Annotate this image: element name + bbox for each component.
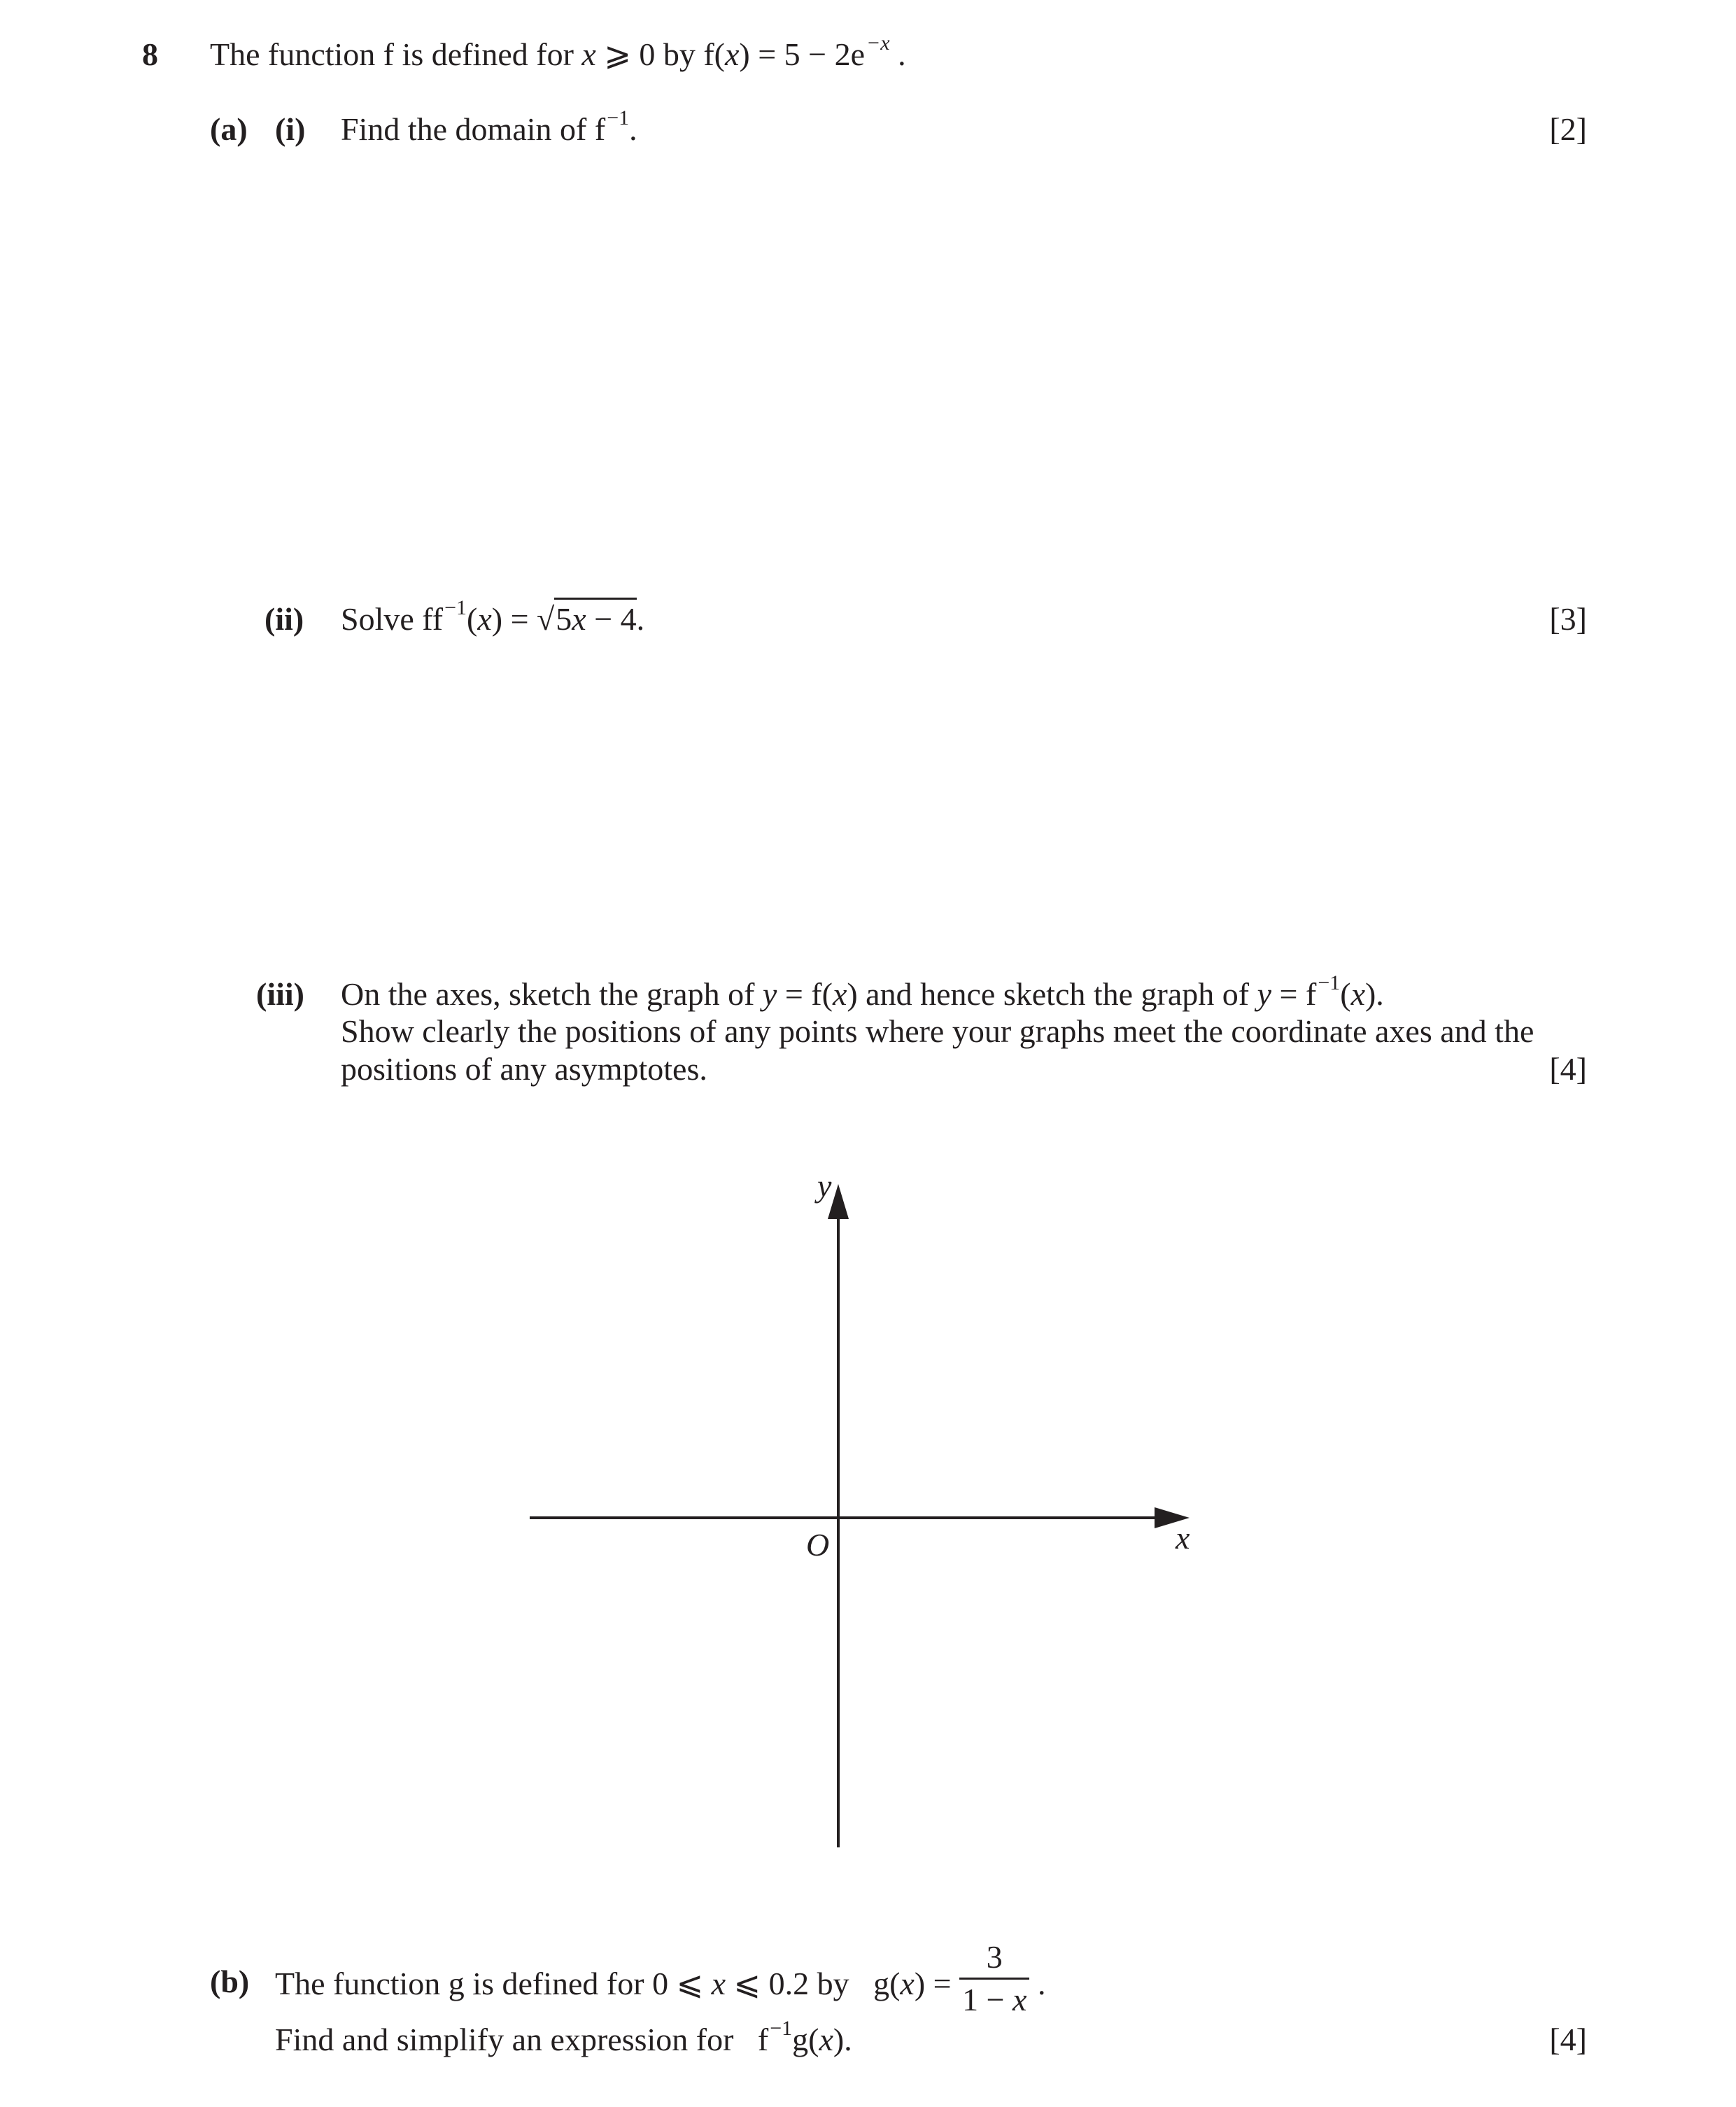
radicand-coefficient: 5 xyxy=(556,601,572,637)
inverse-superscript: −1 xyxy=(770,2017,793,2040)
part-a-ii-arg-close: ) = xyxy=(491,601,537,637)
variable-x: x xyxy=(819,2022,833,2057)
fraction-denominator xyxy=(959,1978,1029,2016)
intro-end: . xyxy=(889,36,906,72)
intro-condition: ⩾ 0 by f( xyxy=(595,36,725,72)
variable-x: x xyxy=(711,1966,726,2001)
part-a-i-end: . xyxy=(629,111,637,147)
part-a-iii-text-d: = f xyxy=(1271,976,1317,1012)
part-a-iii-text-f: ). xyxy=(1364,976,1384,1012)
part-b-line-2 xyxy=(275,2017,852,2057)
variable-x: x xyxy=(1350,976,1365,1012)
part-b-text-b: ⩽ 0.2 by g( xyxy=(726,1966,901,2001)
intro-prefix: The function f is defined for xyxy=(210,36,582,72)
part-a-ii-marks: [3] xyxy=(1549,601,1587,637)
part-b-line-2-end: ). xyxy=(833,2022,852,2057)
denominator-constant: 1 − xyxy=(962,1981,1013,2017)
part-a-iii-text-a: On the axes, sketch the graph of xyxy=(341,976,763,1012)
part-b-label: (b) xyxy=(210,1964,250,1999)
variable-y: y xyxy=(762,976,777,1012)
part-a-iii-marks: [4] xyxy=(1549,1051,1587,1087)
denominator-variable: x xyxy=(1012,1981,1027,2017)
radical-sign: √ xyxy=(537,601,555,637)
radicand-constant: − 4 xyxy=(586,601,637,637)
origin-label: O xyxy=(806,1527,830,1563)
part-a-ii-variable: x xyxy=(477,601,492,637)
question-number: 8 xyxy=(142,36,158,72)
part-b-line-1-end: . xyxy=(1029,1966,1046,2001)
part-a-iii-text-e: ( xyxy=(1340,976,1351,1012)
part-a-iii-line-3: positions of any asymptotes. xyxy=(341,1051,707,1087)
part-a-i-label: (i) xyxy=(275,111,306,147)
part-a-ii-prompt: Solve ff xyxy=(341,601,444,637)
part-a-i-prompt: Find the domain of f xyxy=(341,111,606,147)
part-a-iii-label: (iii) xyxy=(256,976,304,1012)
part-b-line-1 xyxy=(275,1938,1046,2022)
radicand-variable: x xyxy=(572,601,586,637)
part-a-ii-end: . xyxy=(636,601,645,637)
variable-y: y xyxy=(1257,976,1272,1012)
part-a-ii-label: (ii) xyxy=(264,601,304,637)
part-a-i-marks: [2] xyxy=(1549,111,1587,147)
part-a-label: (a) xyxy=(210,111,248,147)
y-axis-label: y xyxy=(817,1168,832,1204)
intro-variable: x xyxy=(581,36,596,72)
variable-x: x xyxy=(900,1966,915,2001)
fraction-numerator: 3 xyxy=(986,1938,1003,1975)
intro-expression: ) = 5 − 2e xyxy=(739,36,866,72)
inverse-superscript: −1 xyxy=(607,106,630,129)
x-axis-label: x xyxy=(1176,1520,1190,1556)
part-b-text-g: g( xyxy=(792,2022,819,2057)
intro-exponent: −x xyxy=(866,31,890,55)
variable-x: x xyxy=(832,976,847,1012)
part-a-ii-arg-open: ( xyxy=(467,601,478,637)
part-b-prompt: Find and simplify an expression for f xyxy=(275,2022,769,2057)
part-b-text-a: The function g is defined for 0 ⩽ xyxy=(275,1966,712,2001)
part-b-marks: [4] xyxy=(1549,2022,1587,2057)
inverse-superscript: −1 xyxy=(444,596,467,619)
part-a-iii-line-2: Show clearly the positions of any points where your graphs meet the coordinate axes and the xyxy=(341,1013,1534,1049)
part-a-iii-text-b: = f( xyxy=(777,976,833,1012)
inverse-superscript: −1 xyxy=(1318,971,1341,994)
part-b-text-c: ) = xyxy=(914,1966,960,2001)
g-fraction xyxy=(959,1938,1029,2017)
intro-variable-2: x xyxy=(725,36,740,72)
part-a-iii-text-c: ) and hence sketch the graph of xyxy=(847,976,1257,1012)
